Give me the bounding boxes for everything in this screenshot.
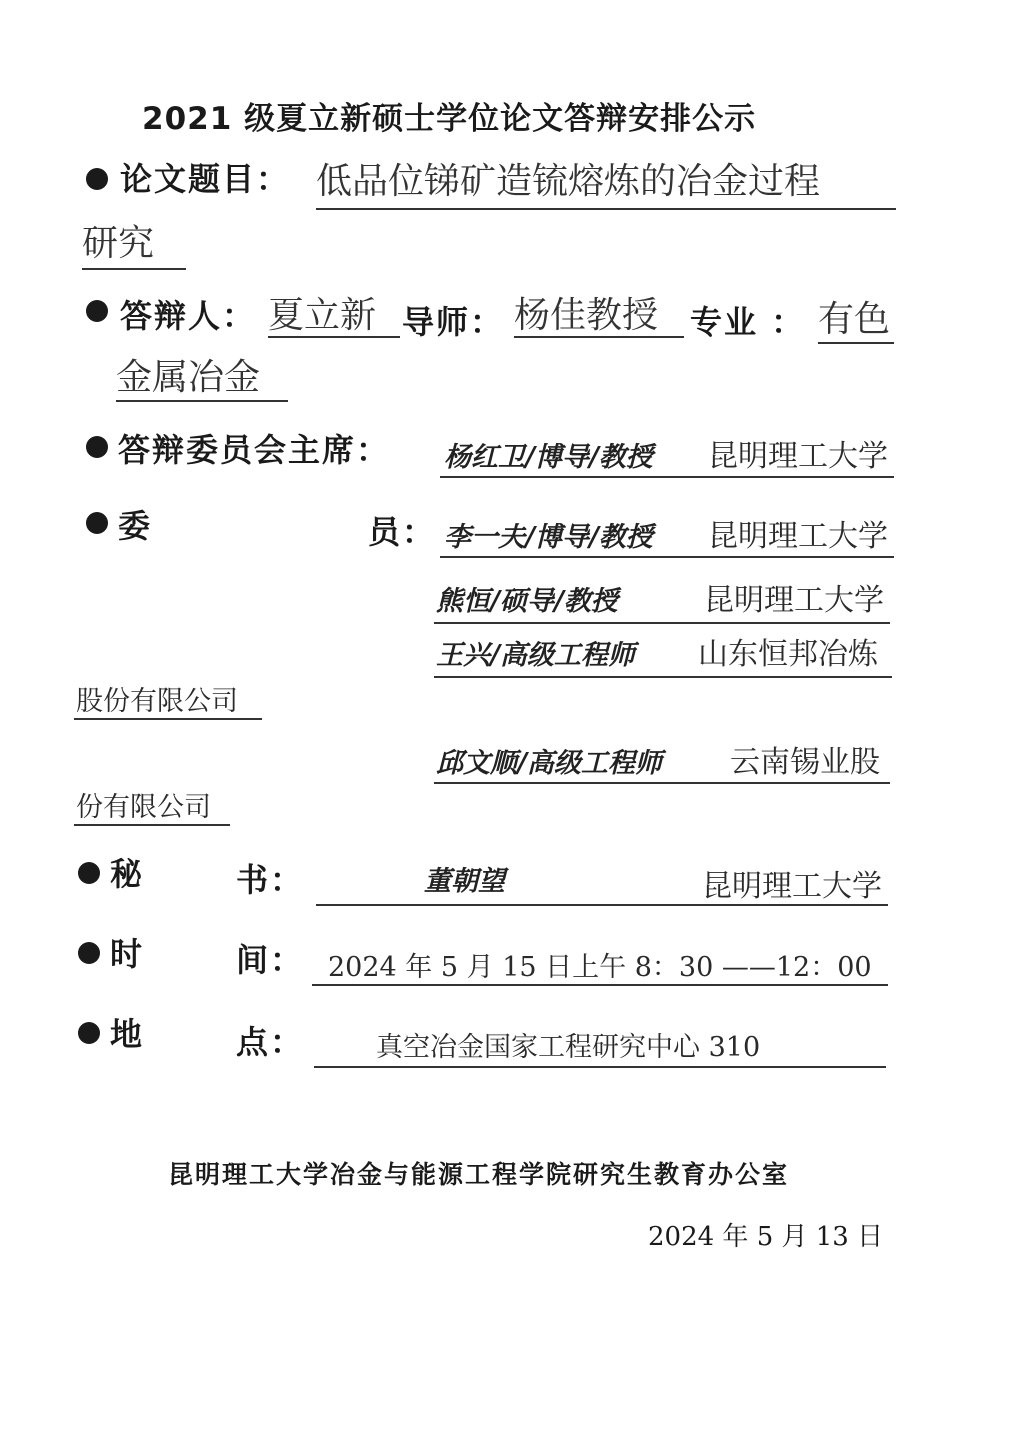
thesis-label: 论文题目：: [120, 160, 291, 198]
member-3-name: 王兴/高级工程师: [436, 640, 635, 671]
time-value: 2024 年 5 月 15 日上午 8：30 ——12：00: [328, 952, 872, 983]
secretary-name: 董朝望: [424, 866, 505, 897]
bullet-icon: [86, 168, 108, 190]
major-underline-2: [116, 400, 288, 402]
bullet-icon: [86, 436, 108, 458]
page-title: 2021 级夏立新硕士学位论文答辩安排公示: [142, 101, 757, 137]
chair-name: 杨红卫/博导/教授: [444, 442, 653, 473]
time-label-right: 间：: [236, 941, 305, 979]
time-underline: [312, 984, 888, 986]
chair-label: 答辩委员会主席：: [118, 431, 391, 469]
place-value: 真空冶金国家工程研究中心 310: [376, 1032, 761, 1063]
member-2-name: 熊恒/硕导/教授: [436, 586, 618, 617]
place-underline: [314, 1066, 886, 1068]
secretary-underline: [316, 904, 888, 906]
thesis-underline-1: [316, 208, 896, 210]
member-3-underline: [434, 676, 892, 678]
member-1-underline: [440, 556, 894, 558]
member-4-affiliation-cont: 份有限公司: [76, 792, 211, 823]
member-1-name: 李一夫/博导/教授: [444, 522, 653, 553]
place-label-right: 点：: [236, 1023, 305, 1061]
defender-label: 答辩人：: [120, 297, 257, 335]
bullet-icon: [86, 512, 108, 534]
bullet-icon: [78, 942, 100, 964]
major-line2: 金属冶金: [116, 357, 261, 398]
member-3-affiliation: 山东恒邦冶炼: [698, 637, 878, 672]
major-line1: 有色: [818, 299, 891, 340]
thesis-underline-2: [82, 268, 186, 270]
place-label-left: 地: [110, 1015, 145, 1053]
member-4-affiliation: 云南锡业股: [730, 745, 880, 780]
chair-affiliation: 昆明理工大学: [708, 439, 888, 474]
thesis-title-line2: 研究: [82, 223, 155, 264]
chair-underline: [440, 476, 894, 478]
members-label-left: 委: [118, 507, 153, 545]
member-3-affiliation-cont: 股份有限公司: [76, 686, 238, 717]
issue-date: 2024 年 5 月 13 日: [648, 1222, 884, 1252]
bullet-icon: [78, 1022, 100, 1044]
bullet-icon: [86, 300, 108, 322]
members-label-right: 员：: [368, 513, 437, 551]
secretary-label-left: 秘: [110, 855, 145, 893]
member-2-underline: [434, 622, 890, 624]
issuing-office: 昆明理工大学冶金与能源工程学院研究生教育办公室: [168, 1160, 790, 1189]
defender-name: 夏立新: [268, 295, 377, 336]
member-4-name: 邱文顺/高级工程师: [436, 748, 662, 779]
member-4-underline: [434, 782, 890, 784]
bullet-icon: [78, 862, 100, 884]
secretary-affiliation: 昆明理工大学: [702, 869, 882, 904]
time-label-left: 时: [110, 935, 145, 973]
member-2-affiliation: 昆明理工大学: [704, 583, 884, 618]
major-label: 专业 ：: [690, 303, 806, 341]
thesis-title-line1: 低品位锑矿造锍熔炼的冶金过程: [316, 161, 821, 202]
major-underline-1: [818, 342, 894, 344]
defender-underline: [268, 336, 400, 338]
advisor-underline: [514, 336, 684, 338]
advisor-label: 导师：: [402, 303, 505, 341]
secretary-label-right: 书：: [236, 861, 305, 899]
member-1-affiliation: 昆明理工大学: [708, 519, 888, 554]
advisor-name: 杨佳教授: [514, 295, 659, 336]
member-4-underline-2: [74, 824, 230, 826]
member-3-underline-2: [74, 718, 262, 720]
